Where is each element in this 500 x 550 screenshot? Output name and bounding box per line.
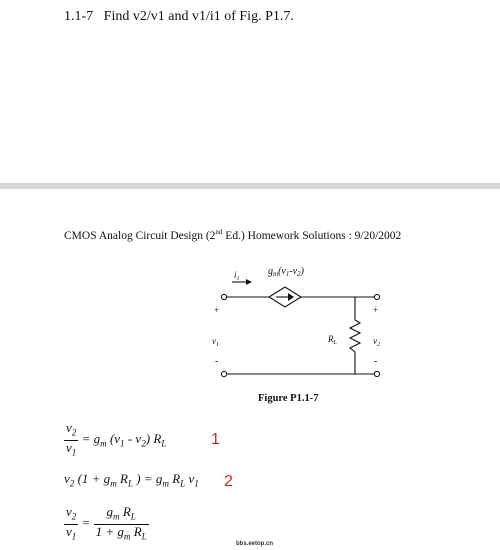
v1-plus: +: [214, 305, 220, 315]
circuit-figure: [200, 258, 400, 383]
source-label: $g_m(v_1-v_2)$: [268, 266, 304, 278]
header-text: CMOS Analog Circuit Design (2: [64, 229, 216, 242]
equation-2: $v_2$ ($1 + g_m$ $R_L$ ) = $g_m$ $R_L$ $v_1$: [64, 471, 199, 489]
eq1-fraction: $\frac{v_2}{v_1}$: [66, 420, 77, 458]
figure-caption: Figure P1.1-7: [258, 393, 319, 404]
equation-3: [64, 505, 149, 543]
terminal-v1-top: [221, 294, 226, 299]
resistor-label: $R_L$: [328, 334, 337, 346]
problem-text: Find v2/v1 and v1/i1 of Fig. P1.7.: [103, 9, 294, 24]
equation-1-marker: 1: [211, 431, 220, 448]
source-arrow-head: [288, 293, 294, 301]
problem-statement: [64, 9, 294, 25]
problem-number: 1.1-7: [64, 9, 94, 24]
current-arrow-head: [246, 279, 252, 285]
equation-1: $\frac{v_2}{v_1}$ = $g_m$ $(v_1 - v_2)$ $R_L$: [66, 420, 167, 458]
footer-watermark: bbs.eetop.cn: [236, 541, 274, 547]
v1-label: $v_1$: [212, 336, 219, 348]
eq3-equals: =: [81, 515, 91, 531]
page-header: [64, 228, 401, 242]
v1-minus: -: [215, 356, 219, 367]
resistor-zigzag: [350, 320, 360, 352]
terminal-v1-bottom: [221, 371, 226, 376]
eq3-lhs-fraction: $\frac{v_2}{v_1}$: [66, 504, 77, 542]
v2-minus: -: [374, 356, 378, 367]
header-superscript: nd: [215, 228, 223, 236]
terminal-v2-bottom: [374, 371, 379, 376]
equation-2-marker: 2: [224, 473, 233, 490]
page-separator: [0, 183, 500, 189]
terminal-v2-top: [374, 294, 379, 299]
eq3-rhs-fraction: $\frac{g_m R_L}{1 + g_m R_L}$: [95, 504, 147, 542]
header-text-after: Ed.) Homework Solutions : 9/20/2002: [222, 229, 402, 242]
v2-label: $v_2$: [373, 336, 380, 348]
v2-plus: +: [373, 305, 379, 315]
current-label: $i_1$: [234, 270, 240, 282]
